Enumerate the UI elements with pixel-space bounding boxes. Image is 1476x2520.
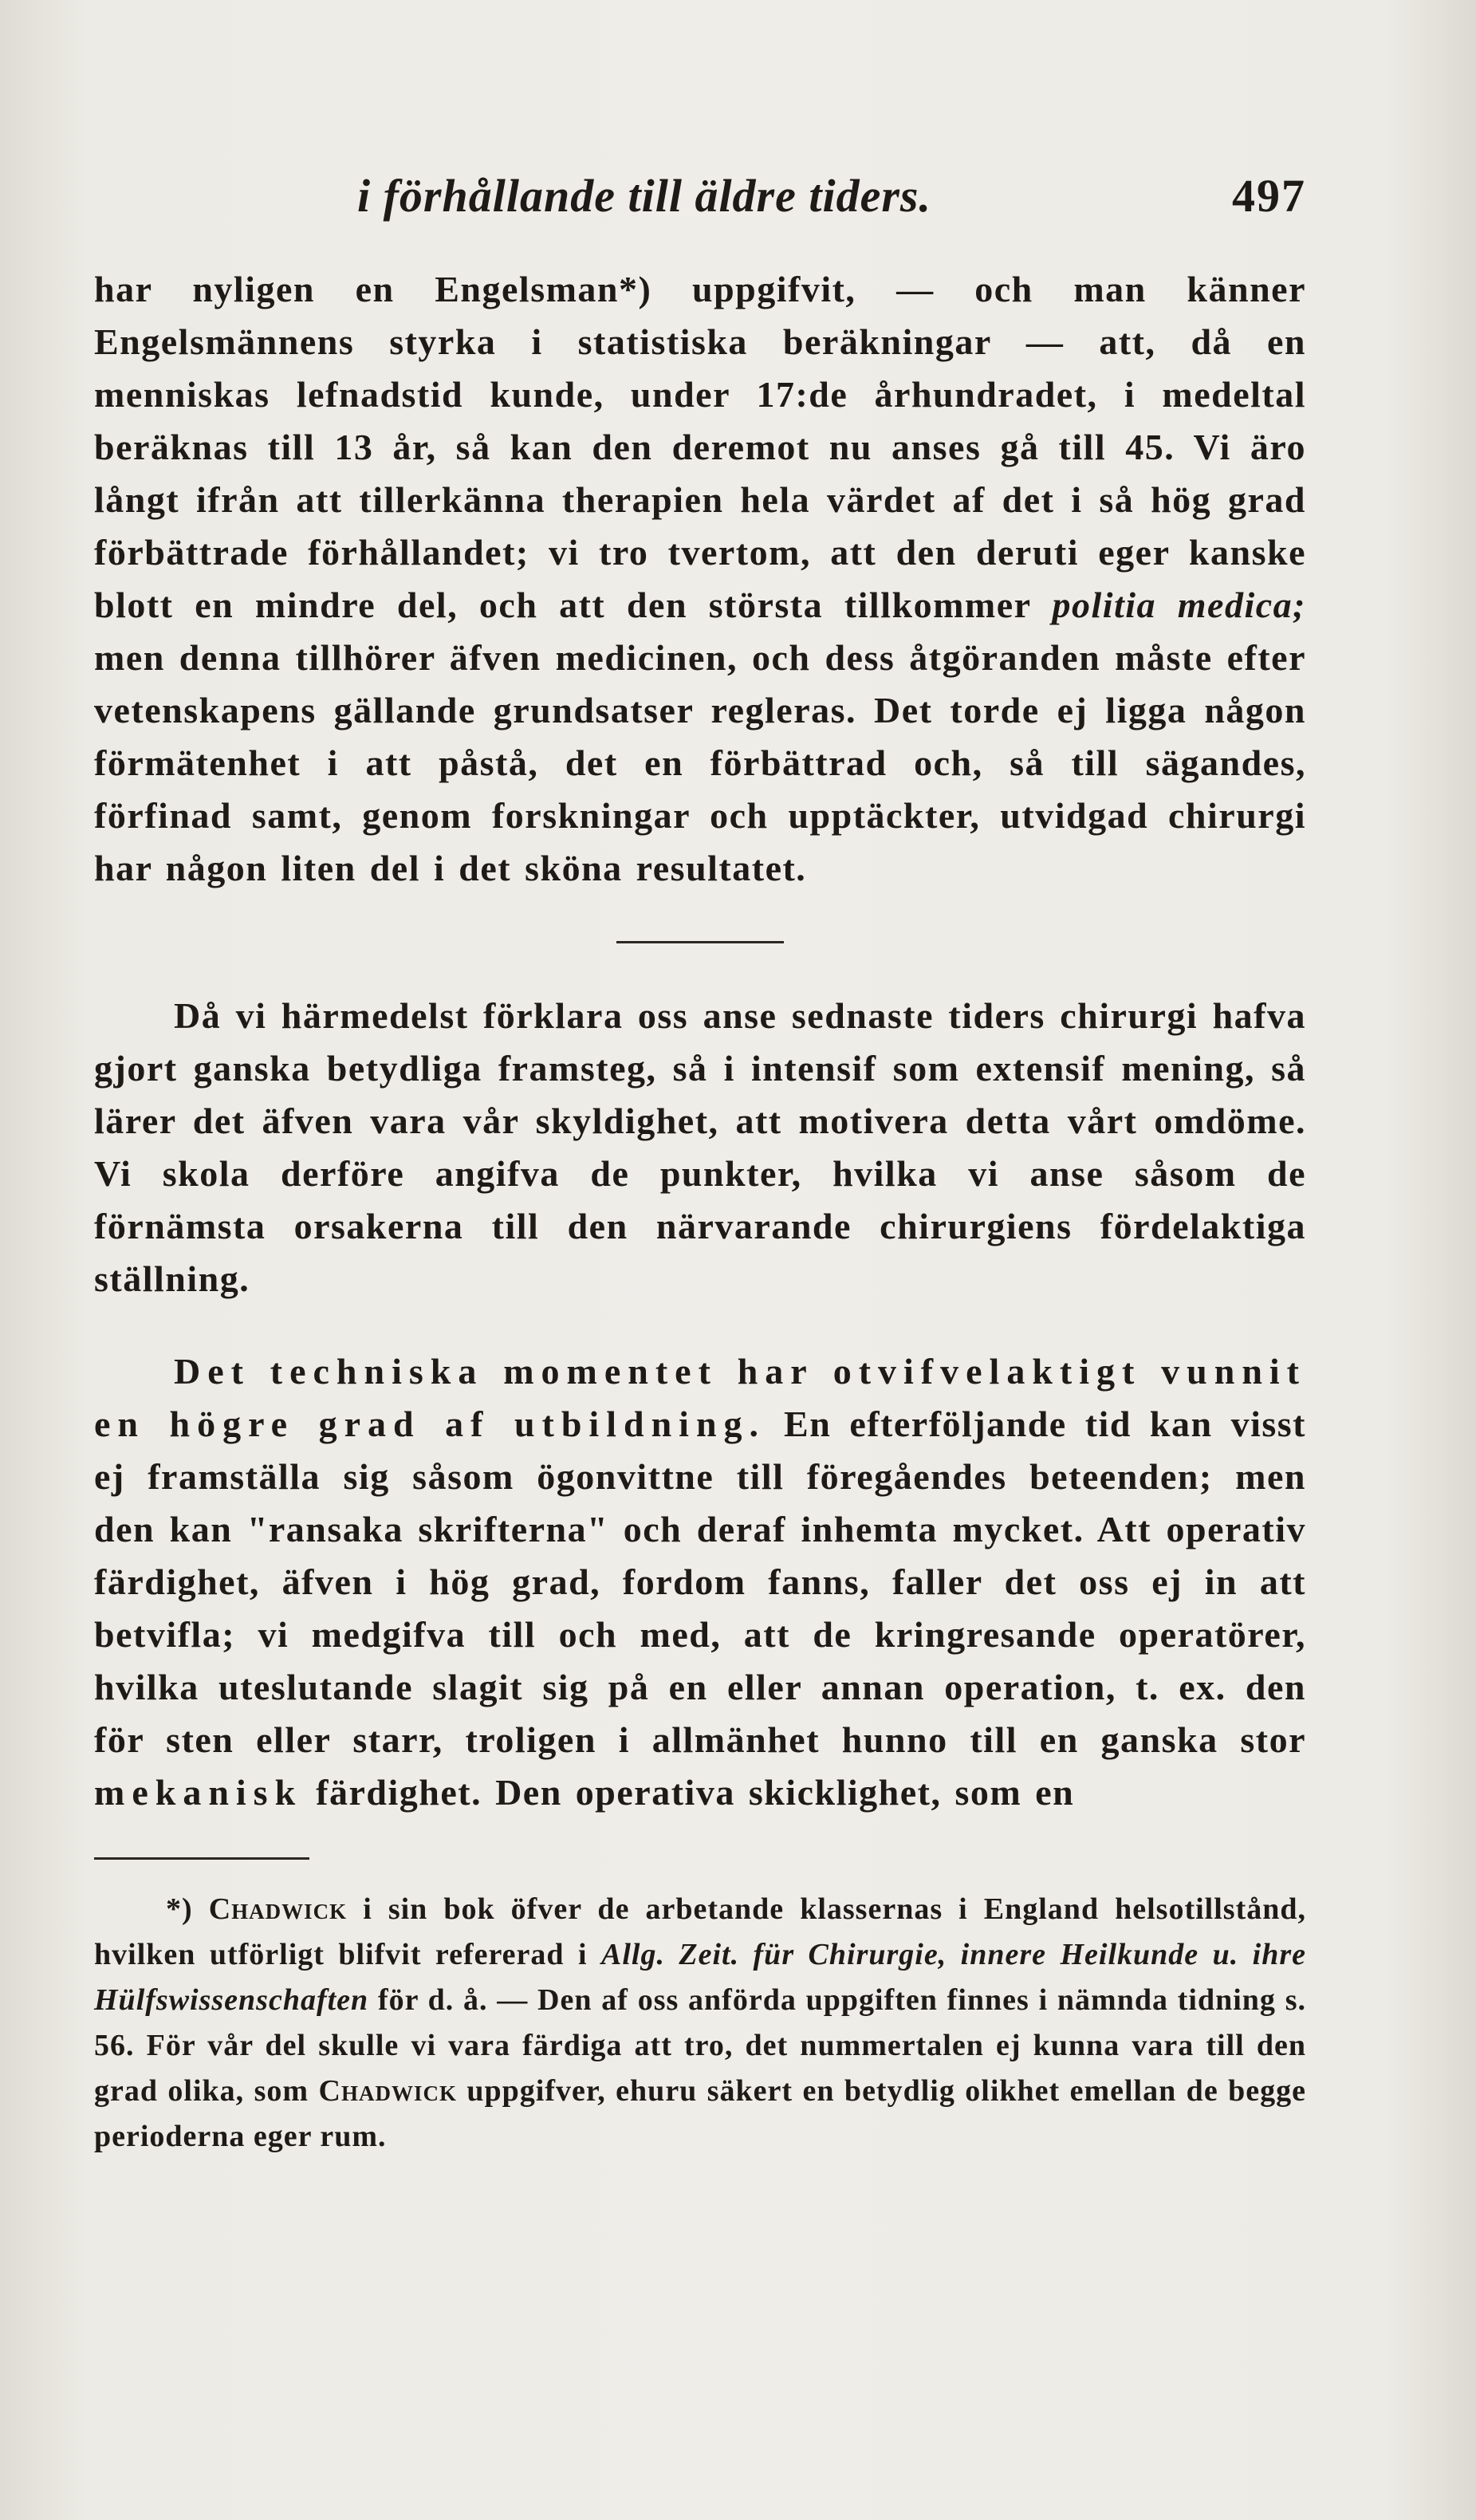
paragraph-3-text-a: En efterföljande tid kan visst ej framställa sig såsom ögonvittne till föregåendes beteenden; men den kan "ransaka skrifterna" och deraf inhemta mycket. Att operativ färdighet, äfven i hög grad, fordom fanns, faller det oss ej in att betvifla; vi medgifva till och med, att de kringresande operatörer, hvilka uteslutande slagit sig på en eller annan operation, t. ex. den för sten eller starr, troligen i allmänhet hunno till en ganska stor [94, 1404, 1306, 1760]
footnote-text-a: i sin bok öfver de arbetande klassernas i England helsotillstånd, hvilken utförligt blifvit refererad i [94, 1892, 1307, 1971]
paragraph-1-text-b: men denna tillhörer äfven medicinen, och dess åtgöranden måste efter vetenskapens gällande grundsatser regleras. Det torde ej ligga någon förmätenhet i att påstå, det en förbättrad och, så till sägandes, förfinad samt, genom forskningar och upptäckter, utvidgad chirurgi har någon liten del i det sköna resultatet. [94, 637, 1306, 888]
page-header [94, 169, 1306, 233]
paragraph-1 [94, 263, 1306, 895]
footnote-marker: *) [166, 1892, 193, 1926]
running-title: i förhållande till äldre tiders. [357, 170, 931, 222]
page-number: 497 [1232, 170, 1306, 222]
footnote-author-2: Chadwick [318, 2074, 457, 2108]
paragraph-3-text-b: färdighet. Den operativa skicklighet, som en [302, 1772, 1075, 1813]
paragraph-3-spaced-word: mekanisk [94, 1772, 303, 1813]
main-text [94, 263, 1306, 2160]
paragraph-1-italic: politia medica; [1052, 585, 1306, 625]
paragraph-3 [94, 1345, 1306, 1819]
footnote-journal-title: Allg. Zeit. für Chirurgie, innere Heilkunde u. ihre Hülfswissenschaften [94, 1938, 1307, 2017]
footnote [94, 1887, 1306, 2160]
footnote-text-c: uppgifver, ehuru säkert en betydlig olikhet emellan de begge perioderna eger rum. [94, 2074, 1306, 2153]
paragraph-2: Då vi härmedelst förklara oss anse sednaste tiders chirurgi hafva gjort ganska betydliga framsteg, så i intensif som extensif mening, så lärer det äfven vara vår skyldighet, att motivera detta vårt omdöme. Vi skola derföre angifva de punkter, hvilka vi anse såsom de förnämsta orsakerna till den närvarande chirurgiens fördelaktiga ställning. [94, 995, 1306, 1299]
footnote-author-1: Chadwick [208, 1892, 348, 1926]
footnote-text-b: för d. å. — Den af oss anförda uppgiften finnes i nämnda tidning s. 56. För vår del skulle vi vara färdiga att tro, det nummertalen ej kunna vara till den grad olika, som [94, 1983, 1306, 2108]
section-divider [616, 941, 784, 943]
paragraph-1-text-a: har nyligen en Engelsman*) uppgifvit, — och man känner Engelsmännens styrka i statistiska beräkningar — att, då en menniskas lefnadstid kunde, under 17:de århundradet, i medeltal beräknas till 13 år, så kan den deremot nu anses gå till 45. Vi äro långt ifrån att tillerkänna therapien hela värdet af det i så hög grad förbättrade förhållandet; vi tro tvertom, att den deruti eger kanske blott en mindre del, och att den största tillkommer [94, 269, 1306, 625]
footnote-rule [94, 1857, 309, 1860]
paragraph-3-spaced-heading: Det techniska momentet har otvifvelaktigt vunnit en högre grad af utbildning. [94, 1351, 1306, 1444]
